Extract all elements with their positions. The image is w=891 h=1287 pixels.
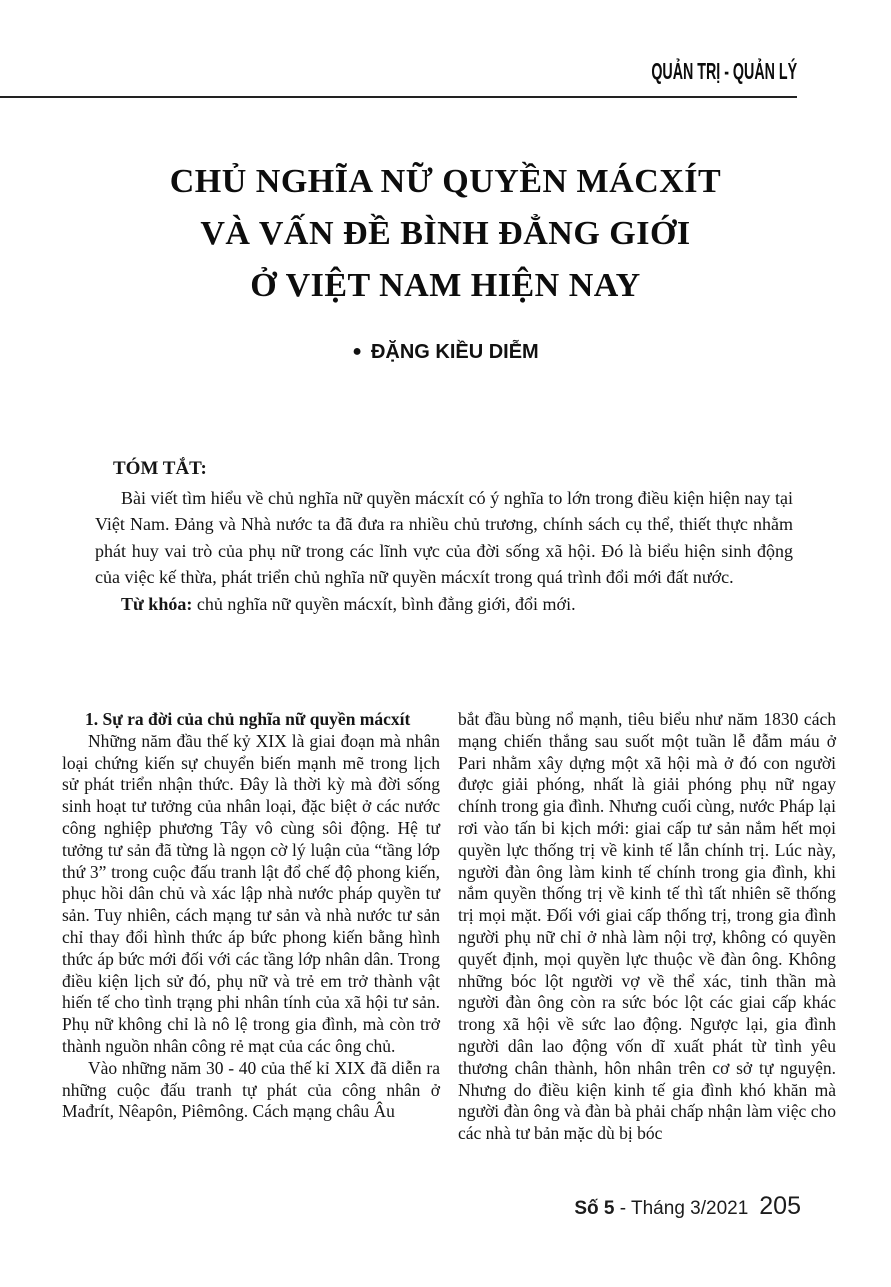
title-line-2: VÀ VẤN ĐỀ BÌNH ĐẲNG GIỚI <box>200 215 691 252</box>
body-paragraph: bắt đầu bùng nổ mạnh, tiêu biểu như năm 1830 cách mạng chiến thắng sau suốt một tuần lễ đẫm máu ở Pari nhằm xây dựng một xã hội mà ở đó con người được giải phóng, nhất là giải phóng phụ nữ ngay chính trong gia đình. Nhưng cuối cùng, nước Pháp lại rơi vào tấn bi kịch mới: giai cấp tư sản nắm hết mọi quyền lực thống trị về kinh tế lẫn chính trị. Lúc này, người đàn ông làm kinh tế chính trong gia đình, khi nắm quyền thống trị về kinh tế thì tất nhiên sẽ thống trị mọi mặt. Đối với giai cấp thống trị, trong gia đình người phụ nữ chỉ ở nhà làm nội trợ, không có quyền quyết định, mọi quyền lực thuộc về đàn ông. Không những bóc lột người vợ về thể xác, tinh thần mà người đàn ông còn ra sức bóc lột các giai cấp khác trong xã hội về sức lao động. Ngược lại, gia đình người dân lao động vốn dĩ xuất phát từ tình yêu thương chân thành, hôn nhân trên cơ sở tự nguyện. Nhưng do điều kiện kinh tế gia đình khó khăn mà người đàn ông và đàn bà phải chấp nhận làm việc cho các nhà tư bản mặc dù bị bóc <box>458 709 836 1144</box>
author-name: ĐẶNG KIỀU DIỄM <box>370 341 539 363</box>
abstract-block <box>95 456 793 617</box>
body-paragraph: Những năm đầu thế kỷ XIX là giai đoạn mà nhân loại chứng kiến sự chuyển biến mạnh mẽ trong lịch sử phát triển nhận thức. Đây là thời kỳ mà đời sống sinh hoạt tư tưởng của nhân loại, đặc biệt ở các nước công nghiệp phương Tây vô cùng sôi động. Hệ tư tưởng tư sản đã từng là ngọn cờ lý luận của “tầng lớp thứ 3” trong cuộc đấu tranh lật đổ chế độ phong kiến, phục hồi dân chủ và xác lập nhà nước pháp quyền tư sản. Tuy nhiên, cách mạng tư sản và nhà nước tư sản chỉ thay đổi hình thức áp bức phong kiến bằng hình thức áp bức mới đối với các tầng lớp nhân dân. Trong điều kiện lịch sử đó, phụ nữ và trẻ em trở thành vật hiến tế cho tình trạng phi nhân tính của xã hội tư sản. Phụ nữ không chỉ là nô lệ trong gia đình, mà còn trở thành nguồn nhân công rẻ mạt của các ông chủ. <box>62 730 440 1056</box>
body-columns <box>62 709 836 1145</box>
article-title <box>0 156 891 312</box>
title-line-3: Ở VIỆT NAM HIỆN NAY <box>250 267 641 304</box>
right-column <box>458 709 836 1145</box>
title-line-1: CHỦ NGHĨA NỮ QUYỀN MÁCXÍT <box>169 163 722 200</box>
running-head <box>651 60 797 83</box>
author-bullet-icon: ● <box>352 343 362 360</box>
category-label: QUẢN TRỊ - QUẢN LÝ <box>651 58 797 84</box>
abstract-label: TÓM TẮT: <box>113 458 207 479</box>
keywords-text: chủ nghĩa nữ quyền mácxít, bình đẳng giới, đổi mới. <box>192 593 576 614</box>
header-rule <box>0 96 797 98</box>
keywords-label: Từ khóa: <box>121 593 193 614</box>
page-number: 205 <box>759 1192 801 1220</box>
page-footer <box>574 1192 801 1221</box>
footer-date: - Tháng 3/2021 <box>614 1198 749 1219</box>
author-line <box>0 341 891 364</box>
body-paragraph: Vào những năm 30 - 40 của thế kỉ XIX đã diễn ra những cuộc đấu tranh tự phát của công nhân ở Mađrít, Nêapôn, Piêmông. Cách mạng châu Âu <box>62 1057 440 1122</box>
left-column <box>62 709 440 1145</box>
keywords-line <box>95 591 793 618</box>
section-heading: 1. Sự ra đời của chủ nghĩa nữ quyền mácxít <box>85 709 411 729</box>
abstract-text: Bài viết tìm hiểu về chủ nghĩa nữ quyền mácxít có ý nghĩa to lớn trong điều kiện hiện nay tại Việt Nam. Đảng và Nhà nước ta đã đưa ra nhiều chủ trương, chính sách cụ thể, thiết thực nhằm phát huy vai trò của phụ nữ trong các lĩnh vực của đời sống xã hội. Đó là biểu hiện sinh động của việc kế thừa, phát triển chủ nghĩa nữ quyền mácxít trong quá trình đổi mới đất nước. <box>95 487 793 587</box>
footer-issue: Số 5 <box>574 1198 615 1219</box>
